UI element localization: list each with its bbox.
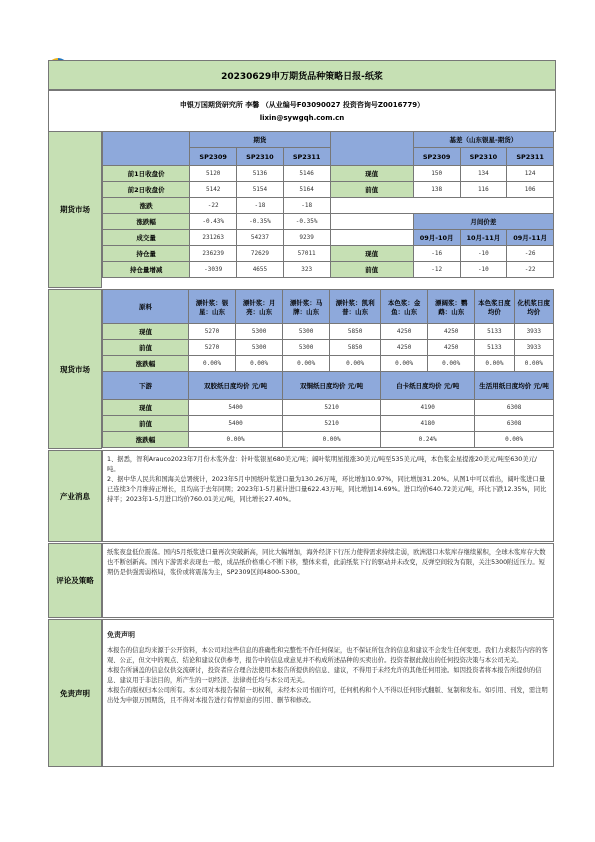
table-row xyxy=(103,416,554,432)
basis-value: 124 xyxy=(507,166,554,182)
value-cell: 4190 xyxy=(381,400,475,416)
futures-group-header: 期货 xyxy=(190,132,330,148)
value-cell: 5120 xyxy=(190,166,237,182)
value-cell: 5136 xyxy=(237,166,284,182)
value-cell: 323 xyxy=(283,262,330,278)
row-label: 成交量 xyxy=(103,230,190,246)
table-row xyxy=(103,246,554,262)
raw-label: 原料 xyxy=(103,290,189,324)
value-cell: 9239 xyxy=(283,230,330,246)
value-cell: 231263 xyxy=(190,230,237,246)
value-cell: 0.00% xyxy=(283,432,381,448)
value-cell: 3933 xyxy=(514,340,553,356)
table-row xyxy=(103,324,554,340)
value-cell: 5270 xyxy=(189,340,236,356)
table-row xyxy=(103,340,554,356)
down-col-header: 生活用纸日度均价 元/吨 xyxy=(475,372,554,400)
spread-title: 月间价差 xyxy=(413,214,553,230)
value-cell: 72629 xyxy=(237,246,284,262)
basis-contract-header: SP2309 xyxy=(413,148,460,166)
disclaimer-section-label xyxy=(48,619,102,767)
spread-col-header: 10月-11月 xyxy=(460,230,507,246)
value-cell: -22 xyxy=(190,198,237,214)
down-col-header: 双铜纸日度均价 元/吨 xyxy=(283,372,381,400)
row-label: 前2日收盘价 xyxy=(103,182,190,198)
raw-col-header: 漂针浆：银星：山东 xyxy=(189,290,236,324)
value-cell: 4250 xyxy=(428,324,475,340)
value-cell: 3933 xyxy=(514,324,553,340)
futures-table xyxy=(102,131,554,278)
row-label: 现值 xyxy=(103,324,189,340)
strategy-section-label xyxy=(48,543,102,618)
value-cell: 5850 xyxy=(330,324,381,340)
spread-col-header: 09月-10月 xyxy=(413,230,460,246)
row-label: 持仓量增减 xyxy=(103,262,190,278)
value-cell: 0.00% xyxy=(475,356,514,372)
value-cell: 4180 xyxy=(381,416,475,432)
spot-table xyxy=(102,289,554,448)
basis-group-header: 基差（山东银星-期货） xyxy=(413,132,553,148)
report-title-text: 20230629申万期货品种策略日报-纸浆 xyxy=(221,71,383,82)
row-label: 涨跌幅 xyxy=(103,356,189,372)
value-cell: 6308 xyxy=(475,416,554,432)
blank-cell xyxy=(330,214,413,230)
report-title xyxy=(48,60,556,90)
spread-value: -12 xyxy=(413,262,460,278)
news-section-label xyxy=(48,450,102,542)
value-cell: 0.00% xyxy=(475,432,554,448)
contract-header: SP2310 xyxy=(237,148,284,166)
spread-value: -16 xyxy=(413,246,460,262)
table-row xyxy=(103,214,554,230)
raw-col-header: 漂针浆：马牌：山东 xyxy=(283,290,330,324)
table-row xyxy=(103,400,554,416)
value-cell: 0.00% xyxy=(189,356,236,372)
table-row xyxy=(103,262,554,278)
spot-section-label xyxy=(48,289,102,449)
spread-value: -10 xyxy=(460,262,507,278)
value-cell: 54237 xyxy=(237,230,284,246)
value-cell: -3039 xyxy=(190,262,237,278)
table-row xyxy=(103,230,554,246)
value-cell: 5850 xyxy=(330,340,381,356)
row-label: 涨跌幅 xyxy=(103,432,189,448)
value-cell: 0.00% xyxy=(189,432,283,448)
row-label: 前值 xyxy=(103,416,189,432)
value-cell: 0.00% xyxy=(330,356,381,372)
value-cell: 4250 xyxy=(428,340,475,356)
strategy-text: 纸浆夜盘低位震荡。国内5月纸浆进口量再次突破新高，同比大幅增加，海外经济下行压力使得需求持续走弱，欧洲港口木浆库存继续累积，全球木浆库存大数也不断创新高。国内下游需求表现也一般，成品纸价格重心不断下移，整体来看，此前纸浆下行的驱动并未改变，反弹空间较为有限，关注5300附近压力。短期仍是供强需弱格局，浆价或将震荡为主，SP2309区间4800-5300。 xyxy=(102,543,554,618)
disclaimer-box xyxy=(102,619,554,767)
basis-contract-header: SP2310 xyxy=(460,148,507,166)
value-cell: 0.00% xyxy=(381,356,428,372)
row-label: 前1日收盘价 xyxy=(103,166,190,182)
value-cell: 4250 xyxy=(381,340,428,356)
row-label: 持仓量 xyxy=(103,246,190,262)
raw-col-header: 漂针浆：凯利普：山东 xyxy=(330,290,381,324)
value-cell: 5142 xyxy=(190,182,237,198)
value-cell: 5300 xyxy=(236,324,283,340)
table-row xyxy=(103,166,554,182)
value-cell: 0.24% xyxy=(381,432,475,448)
value-cell: 4655 xyxy=(237,262,284,278)
table-row xyxy=(103,182,554,198)
disclaimer-heading: 免责声明 xyxy=(107,631,135,639)
basis-row-label: 现值 xyxy=(330,166,413,182)
blank-cell xyxy=(330,198,554,214)
row-label: 前值 xyxy=(103,340,189,356)
value-cell: -0.43% xyxy=(190,214,237,230)
value-cell: 5133 xyxy=(475,340,514,356)
raw-col-header: 本色浆：金鱼：山东 xyxy=(381,290,428,324)
spot-section-text: 现货市场 xyxy=(60,364,90,374)
basis-value: 138 xyxy=(413,182,460,198)
blank-cell xyxy=(330,230,413,246)
row-label: 现值 xyxy=(103,400,189,416)
contract-header: SP2309 xyxy=(190,148,237,166)
value-cell: 6308 xyxy=(475,400,554,416)
basis-contract-header: SP2311 xyxy=(507,148,554,166)
value-cell: -0.35% xyxy=(283,214,330,230)
table-row xyxy=(103,356,554,372)
value-cell: 5210 xyxy=(283,400,381,416)
value-cell: 0.00% xyxy=(428,356,475,372)
value-cell: 5154 xyxy=(237,182,284,198)
disclaimer-text: 本报告的信息均来源于公开资料，本公司对这些信息的准确性和完整性不作任何保证，也不保证所包含的信息和建议不会发生任何变更。我们力求报告内容的客观、公正，但文中的观点、结论和建议仅供参考，报告中的信息或意见并不构成所述品种的买卖出价。投资者据此做出的任何投资决策与本公司无关。 本报告所涵盖的信息仅供交流研讨，投资者应合理合法使用本报告所提供的信息、建议，不得用于未经允许的其他任何用途。如因投资者将本报告所提供的信息、建议用于非法目的，所产生的一切经济、法律责任均与本公司无关。 本报告的版权归本公司所有。本公司对本报告保留一切权利，未经本公司书面许可，任何机构和个人不得以任何形式翻版、复制和发布。如引用、刊发，需注明出处为申银万国期货，且不得对本报告进行有悖原意的引用、删节和修改。 xyxy=(107,647,548,704)
value-cell: 5146 xyxy=(283,166,330,182)
value-cell: 57011 xyxy=(283,246,330,262)
value-cell: -18 xyxy=(237,198,284,214)
value-cell: 5164 xyxy=(283,182,330,198)
value-cell: -0.35% xyxy=(237,214,284,230)
futures-section-text: 期货市场 xyxy=(60,205,90,214)
spread-col-header: 09月-11月 xyxy=(507,230,554,246)
row-label: 涨跌 xyxy=(103,198,190,214)
table-row xyxy=(103,290,554,324)
value-cell: 5300 xyxy=(283,340,330,356)
value-cell: 5400 xyxy=(189,400,283,416)
table-row xyxy=(103,198,554,214)
raw-col-header: 漂针浆：月亮：山东 xyxy=(236,290,283,324)
disclaimer-section-text: 免责声明 xyxy=(60,688,90,698)
news-section-text: 产业消息 xyxy=(60,491,90,501)
basis-value: 116 xyxy=(460,182,507,198)
value-cell: 0.00% xyxy=(514,356,553,372)
down-col-header: 白卡纸日度均价 元/吨 xyxy=(381,372,475,400)
value-cell: 236239 xyxy=(190,246,237,262)
futures-section-label xyxy=(48,131,102,288)
author-info xyxy=(48,90,556,132)
author-line: 申银万国期货研究所 李馨 （从业编号F03090027 投资咨询号Z0016779） xyxy=(179,101,425,109)
author-email[interactable]: lixin@sywgqh.com.cn xyxy=(259,114,345,122)
value-cell: 0.00% xyxy=(236,356,283,372)
basis-row-label: 前值 xyxy=(330,182,413,198)
spread-row-label: 现值 xyxy=(330,246,413,262)
table-row xyxy=(103,372,554,400)
value-cell: 5400 xyxy=(189,416,283,432)
down-col-header: 双胶纸日度均价 元/吨 xyxy=(189,372,283,400)
spread-value: -22 xyxy=(507,262,554,278)
blank-header xyxy=(330,132,413,166)
basis-value: 106 xyxy=(507,182,554,198)
basis-value: 150 xyxy=(413,166,460,182)
contract-header: SP2311 xyxy=(283,148,330,166)
news-text: 1、据悉，智利Arauco2023年7月份木浆外盘：针叶浆银星680美元/吨；阔叶浆明星报涨30美元/吨至535美元/吨，本色浆金星提涨20美元/吨至630美元/吨。 2、据中华人民共和国海关总署统计，2023年5月中国纸叶浆进口量为130.26万吨，环比增加10.97%，同比增加31.20%。从图1中可以看出，阔叶浆进口量已连续3个月维持正增长，且均高于去年同期；2023年1-5月累计进口量622.43万吨，同比增加14.69%。进口均价640.72美元/吨，环比下跌12.35%，同比持平；2023年1-5月进口均价760.01美元/吨，同比增长27.40%。 xyxy=(102,450,554,542)
down-label: 下游 xyxy=(103,372,189,400)
spread-row-label: 前值 xyxy=(330,262,413,278)
raw-col-header: 漂阔浆：鹦鹉：山东 xyxy=(428,290,475,324)
table-row xyxy=(103,132,554,148)
strategy-section-text: 评论及策略 xyxy=(56,576,94,585)
value-cell: 0.00% xyxy=(283,356,330,372)
value-cell: 5270 xyxy=(189,324,236,340)
value-cell: 5133 xyxy=(475,324,514,340)
blank-header xyxy=(103,132,190,166)
value-cell: 5210 xyxy=(283,416,381,432)
value-cell: 4250 xyxy=(381,324,428,340)
value-cell: -18 xyxy=(283,198,330,214)
value-cell: 5300 xyxy=(283,324,330,340)
basis-value: 134 xyxy=(460,166,507,182)
table-row xyxy=(103,432,554,448)
raw-col-header: 本色浆日度均价 xyxy=(475,290,514,324)
value-cell: 5300 xyxy=(236,340,283,356)
row-label: 涨跌幅 xyxy=(103,214,190,230)
raw-col-header: 化机浆日度均价 xyxy=(514,290,553,324)
spread-value: -10 xyxy=(460,246,507,262)
spread-value: -26 xyxy=(507,246,554,262)
